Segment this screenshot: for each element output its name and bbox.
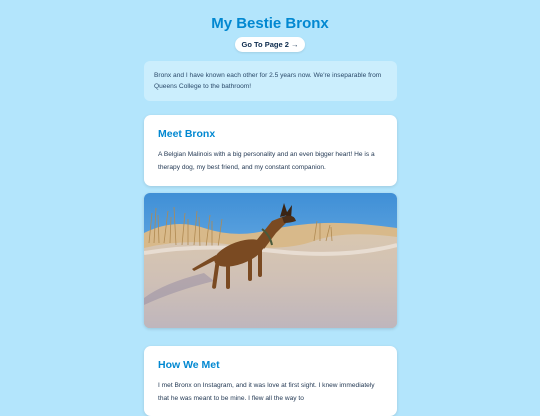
intro-text: Bronx and I have known each other for 2.5 years now. We're inseparable from Queens College to the bathroom! xyxy=(154,72,382,90)
go-to-page-2-button[interactable]: Go To Page 2 → xyxy=(235,37,305,52)
how-we-met-heading: How We Met xyxy=(158,359,220,371)
meet-bronx-text: A Belgian Malinois with a big personality and an even bigger heart! He is a therapy dog, my best friend, and my constant companion. xyxy=(158,151,375,171)
bronx-photo xyxy=(144,193,397,328)
intro-box xyxy=(144,61,397,101)
meet-bronx-card xyxy=(144,115,397,186)
meet-bronx-heading: Meet Bronx xyxy=(158,128,216,140)
page-title: My Bestie Bronx xyxy=(211,15,329,32)
how-we-met-text: I met Bronx on Instagram, and it was love at first sight. I knew immediately that he was meant to be mine. I flew all the way to xyxy=(158,382,375,402)
how-we-met-card xyxy=(144,346,397,416)
